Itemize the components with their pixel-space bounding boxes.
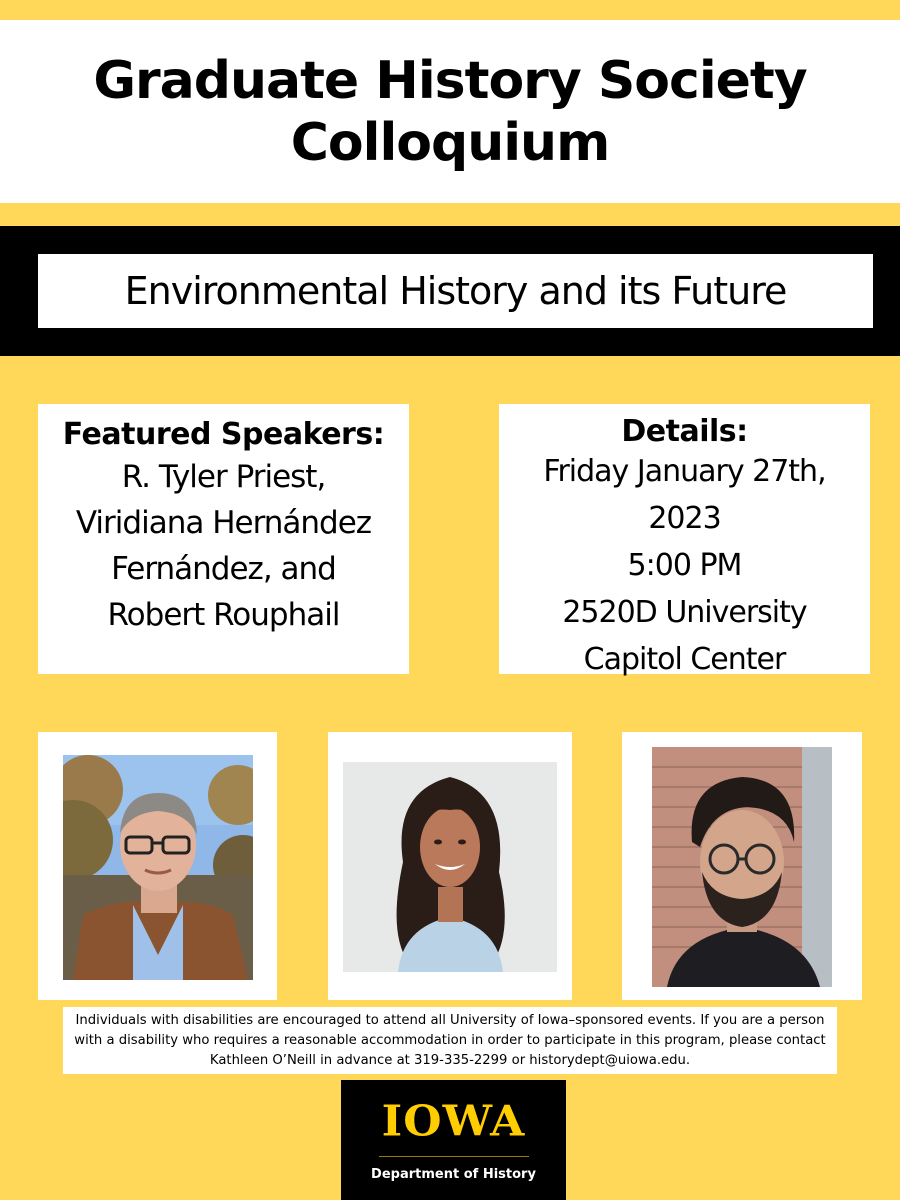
- speaker-photo-1: [63, 755, 253, 980]
- details-room: 2520D University: [562, 595, 807, 630]
- speaker-line: R. Tyler Priest,: [121, 459, 326, 495]
- subtitle: Environmental History and its Future: [124, 269, 787, 313]
- speaker-photo-frame-2: [328, 732, 572, 1000]
- speakers-heading: Featured Speakers:: [62, 417, 385, 452]
- iowa-department-logo: [341, 1080, 566, 1200]
- details-time: 5:00 PM: [627, 548, 742, 583]
- featured-speakers-card: [38, 404, 409, 674]
- details-card: [499, 404, 870, 677]
- details-year: 2023: [648, 501, 721, 536]
- accessibility-notice: [63, 1007, 837, 1074]
- title-banner: [0, 20, 900, 203]
- subtitle-box: [38, 254, 873, 328]
- title-line-1: Graduate History Society: [93, 50, 807, 111]
- title-line-2: Colloquium: [290, 112, 610, 173]
- speaker-photo-frame-1: [38, 732, 277, 1000]
- department-name: Department of History: [371, 1167, 536, 1182]
- speaker-photo-3: [652, 747, 832, 987]
- speaker-photo-frame-3: [622, 732, 862, 1000]
- speaker-line: Viridiana Hernández: [75, 505, 372, 541]
- speaker-line: Robert Rouphail: [107, 597, 340, 633]
- speaker-photo-2: [343, 762, 557, 972]
- speaker-line: Fernández, and: [111, 551, 336, 587]
- details-heading: Details:: [621, 414, 748, 449]
- logo-divider: [379, 1156, 529, 1157]
- accessibility-notice-text: Individuals with disabilities are encouraged to attend all University of Iowa–sponsored events. If you are a person with a disability who requires a reasonable accommodation in order to participate in this program, please contact Kathleen O’Neill in advance at 319-335-2299 or historydept@uiowa.edu.: [74, 1012, 826, 1068]
- iowa-wordmark: IOWA: [381, 1097, 526, 1146]
- details-date: Friday January 27th,: [543, 454, 826, 489]
- details-building: Capitol Center: [583, 642, 786, 677]
